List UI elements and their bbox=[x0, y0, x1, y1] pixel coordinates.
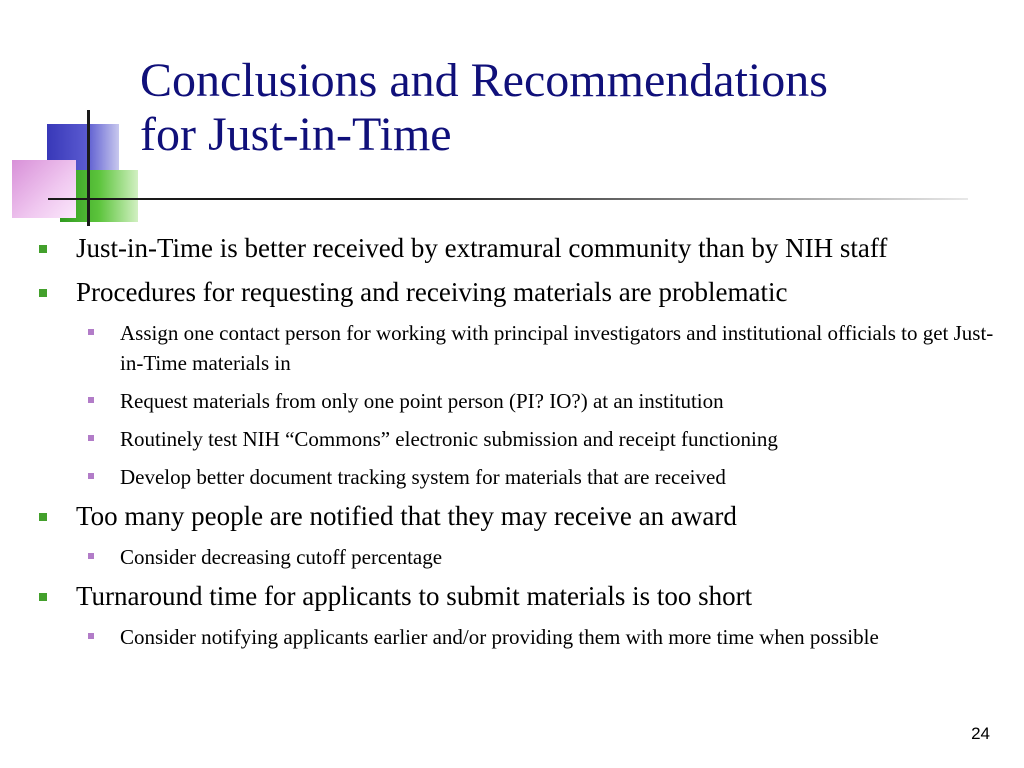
sub-bullet-text: Assign one contact person for working with principal investigators and institutional officials to get Just-in-Time materials in bbox=[120, 321, 994, 375]
sub-bullet-text: Consider notifying applicants earlier and/or providing them with more time when possible bbox=[120, 625, 879, 649]
square-bullet-icon bbox=[39, 593, 47, 601]
bullet-text: Too many people are notified that they may receive an award bbox=[76, 501, 737, 531]
square-bullet-icon bbox=[39, 289, 47, 297]
square-bullet-icon bbox=[88, 553, 94, 559]
page-number: 24 bbox=[971, 724, 990, 743]
square-bullet-icon bbox=[88, 473, 94, 479]
title-line-2: for Just-in-Time bbox=[140, 108, 452, 161]
square-bullet-icon bbox=[88, 397, 94, 403]
sub-bullet-item bbox=[36, 622, 1016, 652]
sub-bullet-text: Request materials from only one point person (PI? IO?) at an institution bbox=[120, 389, 724, 413]
bullet-item bbox=[36, 276, 1016, 309]
bullet-text: Procedures for requesting and receiving materials are problematic bbox=[76, 277, 788, 307]
sub-bullet-item bbox=[36, 424, 1016, 454]
sub-bullet-text: Develop better document tracking system for materials that are received bbox=[120, 465, 726, 489]
square-bullet-icon bbox=[88, 435, 94, 441]
sub-bullet-text: Routinely test NIH “Commons” electronic submission and receipt functioning bbox=[120, 427, 778, 451]
sub-bullet-item bbox=[36, 542, 1016, 572]
bullet-text: Turnaround time for applicants to submit materials is too short bbox=[76, 581, 753, 611]
title-line-1: Conclusions and Recommendations bbox=[140, 54, 828, 107]
bullet-item bbox=[36, 580, 1016, 613]
square-bullet-icon bbox=[39, 245, 47, 253]
bullet-text: Just-in-Time is better received by extramural community than by NIH staff bbox=[76, 233, 888, 263]
square-bullet-icon bbox=[39, 513, 47, 521]
logo-vertical-line bbox=[87, 110, 90, 226]
slide-title bbox=[140, 54, 1000, 162]
square-bullet-icon bbox=[88, 329, 94, 335]
sub-bullet-item bbox=[36, 462, 1016, 492]
bullet-list bbox=[36, 232, 1016, 660]
sub-bullet-item bbox=[36, 386, 1016, 416]
square-bullet-icon bbox=[88, 633, 94, 639]
logo-pink-square bbox=[12, 160, 76, 218]
sub-bullet-item bbox=[36, 318, 1016, 378]
title-divider-line bbox=[48, 198, 968, 200]
bullet-item bbox=[36, 500, 1016, 533]
bullet-item bbox=[36, 232, 1016, 265]
sub-bullet-text: Consider decreasing cutoff percentage bbox=[120, 545, 443, 569]
